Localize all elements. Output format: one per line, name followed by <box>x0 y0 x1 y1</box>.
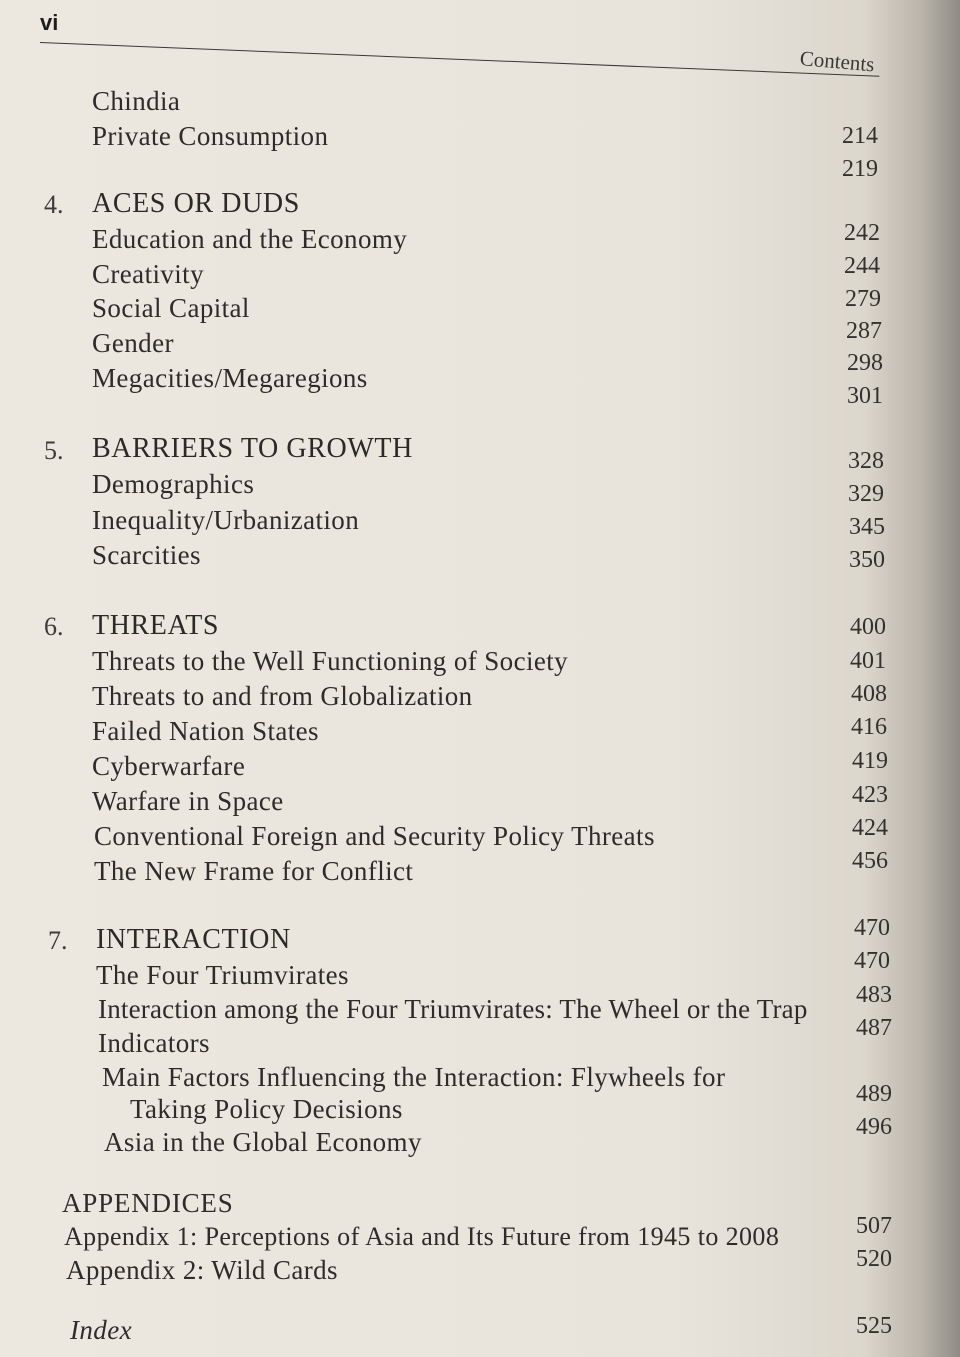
toc-entry-page: 214 <box>842 123 878 149</box>
toc-entry-page: 350 <box>849 547 885 573</box>
toc-entry-page: 416 <box>851 714 887 740</box>
chapter-number: 5. <box>44 436 64 465</box>
toc-entry-page: 489 <box>856 1081 892 1107</box>
toc-entry-page: 301 <box>847 383 883 409</box>
chapter-number: 6. <box>44 612 64 641</box>
chapter-page: 328 <box>848 448 884 474</box>
toc-entry-title: Asia in the Global Economy <box>104 1127 422 1157</box>
folio-number: vi <box>40 10 59 35</box>
toc-entry-title: Scarcities <box>92 540 201 570</box>
toc-entry-title: Warfare in Space <box>92 786 284 816</box>
chapter-title: ACES OR DUDS <box>92 188 300 219</box>
toc-entry-title: Main Factors Influencing the Interaction: Flywheels for <box>102 1062 726 1092</box>
toc-entry-page: 287 <box>846 318 882 344</box>
toc-entry-title: The Four Triumvirates <box>96 960 349 990</box>
running-head: Contents <box>798 46 876 77</box>
toc-entry-page: 419 <box>852 748 888 774</box>
toc-entry-title: Indicators <box>98 1028 210 1058</box>
index-page: 525 <box>856 1313 892 1339</box>
chapter-title: THREATS <box>92 610 220 641</box>
toc-entry-page: 424 <box>852 815 888 841</box>
chapter-number: 7. <box>48 926 68 955</box>
chapter-title: BARRIERS TO GROWTH <box>92 433 413 464</box>
toc-entry-page: 244 <box>844 253 880 279</box>
toc-entry-page: 487 <box>856 1015 892 1041</box>
toc-entry-title: Threats to and from Globalization <box>92 681 473 711</box>
toc-entry-page: 345 <box>849 514 885 540</box>
toc-entry-title: The New Frame for Conflict <box>94 856 414 886</box>
appendix-entry-page: 507 <box>856 1213 892 1239</box>
toc-entry-title: Interaction among the Four Triumvirates: The Wheel or the Trap <box>98 994 808 1024</box>
toc-entry-page: 423 <box>852 782 888 808</box>
toc-entry-title: Megacities/Megaregions <box>92 363 368 393</box>
appendix-entry-page: 520 <box>856 1246 892 1272</box>
toc-entry-page: 329 <box>848 481 884 507</box>
toc-entry-title: Education and the Economy <box>92 224 408 254</box>
chapter-page: 400 <box>850 614 886 640</box>
header-rule <box>40 42 879 77</box>
toc-entry-title: Failed Nation States <box>92 716 319 746</box>
toc-entry-title: Threats to the Well Functioning of Society <box>92 646 569 676</box>
toc-entry-title: Social Capital <box>92 293 250 323</box>
toc-entry-title: Creativity <box>92 259 204 289</box>
appendix-entry-title: Appendix 1: Perceptions of Asia and Its Future from 1945 to 2008 <box>64 1222 780 1251</box>
chapter-number: 4. <box>44 190 64 219</box>
toc-entry-title: Private Consumption <box>92 121 329 151</box>
toc-entry-page: 408 <box>851 681 887 707</box>
toc-entry-page: 298 <box>847 350 883 376</box>
toc-entry-page: 496 <box>856 1114 892 1140</box>
toc-entry-title: Conventional Foreign and Security Policy Threats <box>94 821 655 851</box>
toc-entry-title: Cyberwarfare <box>92 751 246 781</box>
chapter-page: 470 <box>854 915 890 941</box>
toc-entry-title: Demographics <box>92 469 255 499</box>
index-title: Index <box>70 1315 132 1345</box>
toc-entry-page: 483 <box>856 982 892 1008</box>
toc-entry-page: 219 <box>842 156 878 182</box>
chapter-page: 242 <box>844 220 880 246</box>
toc-entry-page: 456 <box>852 848 888 874</box>
toc-entry-title: Gender <box>92 328 174 358</box>
toc-entry-title-continued: Taking Policy Decisions <box>130 1094 403 1124</box>
toc-entry-title: Chindia <box>92 86 181 116</box>
toc-entry-page: 279 <box>845 286 881 312</box>
appendices-heading: APPENDICES <box>62 1188 234 1218</box>
toc-entry-title: Inequality/Urbanization <box>92 505 360 535</box>
appendix-entry-title: Appendix 2: Wild Cards <box>66 1255 338 1285</box>
chapter-title: INTERACTION <box>96 924 291 955</box>
toc-entry-page: 470 <box>854 948 890 974</box>
toc-entry-page: 401 <box>850 648 886 674</box>
